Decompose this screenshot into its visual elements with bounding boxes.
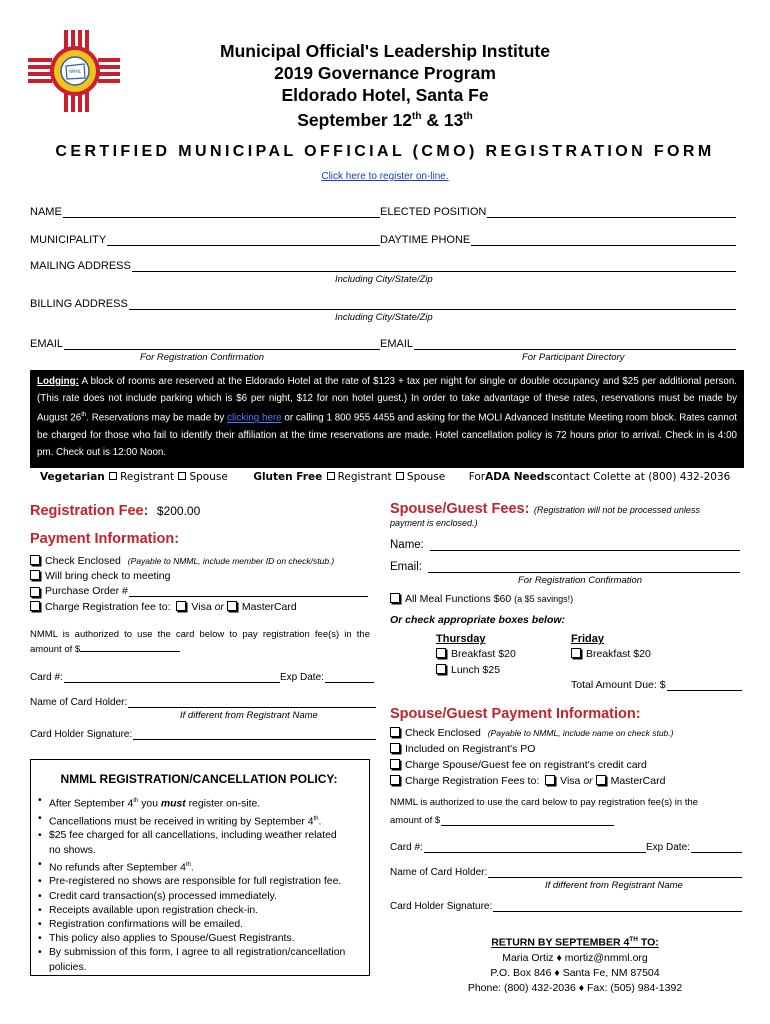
- policy-item: • This policy also applies to Spouse/Guest Registrants.: [37, 932, 361, 946]
- check-enclosed-option[interactable]: Check Enclosed (Payable to NMML, include member ID on check/stub.): [30, 555, 334, 567]
- billing-address-field[interactable]: BILLING ADDRESS: [30, 298, 736, 310]
- thursday-lunch-option[interactable]: Lunch $25: [436, 664, 500, 676]
- spouse-payment-heading: Spouse/Guest Payment Information:: [390, 706, 641, 722]
- visa-checkbox[interactable]: [176, 601, 186, 611]
- return-address-block: [440, 932, 710, 996]
- spouse-amount-field[interactable]: amount of $: [390, 815, 614, 826]
- form-title: CERTIFIED MUNICIPAL OFFICIAL (CMO) REGISTRATION FORM: [55, 143, 715, 160]
- exp-date-field[interactable]: Exp Date:: [280, 672, 374, 683]
- venue: Eldorado Hotel, Santa Fe: [281, 85, 489, 105]
- spouse-check-enclosed-option[interactable]: Check Enclosed (Payable to NMML, include name on check stub.): [390, 727, 673, 739]
- spouse-mastercard-checkbox[interactable]: [596, 775, 606, 785]
- spouse-card-number-field[interactable]: Card #:: [390, 842, 646, 853]
- return-heading: RETURN BY SEPTEMBER 4TH TO:: [491, 936, 659, 949]
- spouse-charge-fees-checkbox[interactable]: [390, 775, 400, 785]
- charge-fee-option[interactable]: Charge Registration fee to: Visa or MasterCard: [30, 601, 297, 613]
- event-dates: September 12th & 13th: [297, 109, 473, 130]
- billing-address-note: Including City/State/Zip: [335, 312, 433, 323]
- name-field[interactable]: NAME: [30, 206, 380, 218]
- return-phone-line: Phone: (800) 432-2036 ♦ Fax: (505) 984-1392: [467, 981, 683, 994]
- policy-item: • No refunds after September 4th.: [37, 858, 361, 876]
- friday-heading: Friday: [571, 633, 605, 645]
- cancellation-policy-box: [30, 759, 370, 976]
- thursday-breakfast-option[interactable]: Breakfast $20: [436, 648, 516, 660]
- email-directory-field[interactable]: EMAIL: [380, 338, 736, 350]
- email-registration-field[interactable]: EMAIL: [30, 338, 380, 350]
- vegetarian-spouse-checkbox[interactable]: [178, 472, 186, 480]
- email-registration-note: For Registration Confirmation: [140, 352, 265, 363]
- institute-title: Municipal Official's Leadership Institute: [220, 41, 550, 61]
- spouse-card-holder-signature-field[interactable]: Card Holder Signature:: [390, 901, 742, 912]
- payment-heading: Payment Information:: [30, 531, 180, 547]
- mastercard-checkbox[interactable]: [227, 601, 237, 611]
- gluten-free-registrant-checkbox[interactable]: [327, 472, 335, 480]
- spouse-fees-heading: Spouse/Guest Fees: (Registration will not be processed unless: [390, 501, 700, 517]
- spouse-card-holder-name-field[interactable]: Name of Card Holder:: [390, 867, 742, 878]
- bring-check-checkbox[interactable]: [30, 570, 40, 580]
- included-po-checkbox[interactable]: [390, 743, 400, 753]
- spouse-visa-checkbox[interactable]: [545, 775, 555, 785]
- register-online-link[interactable]: Click here to register on-line.: [321, 171, 449, 182]
- bring-check-option[interactable]: Will bring check to meeting: [30, 570, 170, 582]
- friday-breakfast-checkbox[interactable]: [571, 648, 581, 658]
- vegetarian-registrant-checkbox[interactable]: [109, 472, 117, 480]
- card-holder-note: If different from Registrant Name: [180, 710, 318, 721]
- return-contact-line: Maria Ortiz ♦ mortiz@nmml.org: [502, 951, 648, 964]
- program-title: 2019 Governance Program: [274, 63, 496, 83]
- total-amount-field[interactable]: Total Amount Due: $: [571, 679, 742, 691]
- event-header: [140, 40, 630, 131]
- return-address-line: P.O. Box 846 ♦ Santa Fe, NM 87504: [490, 966, 660, 979]
- lodging-booking-link[interactable]: clicking here: [227, 412, 282, 424]
- spouse-name-field[interactable]: Name:: [390, 539, 740, 551]
- policy-item: • Receipts available upon registration check-in.: [37, 904, 361, 918]
- elected-position-field[interactable]: ELECTED POSITION: [380, 206, 736, 218]
- policy-item: • Pre-registered no shows are responsible for full registration fee.: [37, 875, 361, 889]
- or-check-boxes-label: Or check appropriate boxes below:: [390, 614, 566, 626]
- charge-spouse-option[interactable]: Charge Spouse/Guest fee on registrant's credit card: [390, 759, 647, 771]
- spouse-charge-fees-option[interactable]: Charge Registration Fees to: Visa or MasterCard: [390, 775, 665, 787]
- spouse-card-authorization: NMML is authorized to use the card below to pay registration fee(s) in the: [390, 797, 699, 808]
- ada-contact: ForADA Needscontact Colette at (800) 432-2036: [468, 471, 731, 483]
- dietary-options-row: Vegetarian Registrant Spouse Gluten Free Registrant Spouse ForADA Needscontact Colette at (800) 432-2036: [40, 471, 731, 483]
- card-authorization: NMML is authorized to use the card below to pay registration fee(s) in the amount of $: [30, 629, 370, 655]
- card-number-field[interactable]: Card #:: [30, 672, 280, 683]
- policy-heading: NMML REGISTRATION/CANCELLATION POLICY:: [60, 772, 338, 786]
- spouse-exp-date-field[interactable]: Exp Date:: [646, 842, 742, 853]
- daytime-phone-field[interactable]: DAYTIME PHONE: [380, 234, 736, 246]
- policy-item: • $25 fee charged for all cancellations, including weather related no shows.: [37, 829, 361, 857]
- policy-item: • Registration confirmations will be emailed.: [37, 918, 361, 932]
- all-meals-option[interactable]: All Meal Functions $60 (a $5 savings!): [390, 593, 573, 605]
- charge-fee-checkbox[interactable]: [30, 601, 40, 611]
- card-holder-signature-field[interactable]: Card Holder Signature:: [30, 729, 376, 740]
- spouse-email-field[interactable]: Email:: [390, 561, 740, 573]
- purchase-order-checkbox[interactable]: [30, 587, 40, 597]
- spouse-card-holder-note: If different from Registrant Name: [545, 880, 683, 891]
- policy-item: • By submission of this form, I agree to all registration/cancellation policies.: [37, 946, 361, 974]
- policy-item: • After September 4th you must register on-site.: [37, 794, 361, 812]
- mailing-address-note: Including City/State/Zip: [335, 274, 433, 285]
- mailing-address-field[interactable]: MAILING ADDRESS: [30, 260, 736, 272]
- municipality-field[interactable]: MUNICIPALITY: [30, 234, 380, 246]
- spouse-fees-note: payment is enclosed.): [390, 518, 478, 528]
- charge-spouse-checkbox[interactable]: [390, 759, 400, 769]
- included-po-option[interactable]: Included on Registrant's PO: [390, 743, 535, 755]
- svg-text:NMML: NMML: [68, 69, 82, 74]
- friday-breakfast-option[interactable]: Breakfast $20: [571, 648, 651, 660]
- gluten-free-spouse-checkbox[interactable]: [396, 472, 404, 480]
- thursday-lunch-checkbox[interactable]: [436, 664, 446, 674]
- thursday-breakfast-checkbox[interactable]: [436, 648, 446, 658]
- all-meals-checkbox[interactable]: [390, 593, 400, 603]
- lodging-info-box: Lodging: A block of rooms are reserved at the Eldorado Hotel at the rate of $123 + tax per night for single or double occupancy and $25 per additional person. (This rate does not include parking which is $6 per night, $12 for non hotel guest.) In order to take advantage of these rates, reservations must be made by August 26th. Reservations may be made by clicking here or calling 1 800 955 4455 and asking for the MOLI Advanced Institute Meeting room block. Rates cannot be charged for those who fail to identify their affiliation at the time reservations are made. Hotel cancellation policy is 72 hours prior to arrival. Check in is 4:00 pm. Check out is 12:00 Noon.: [30, 370, 744, 468]
- email-directory-note: For Participant Directory: [522, 352, 625, 363]
- purchase-order-option[interactable]: Purchase Order #: [30, 585, 368, 597]
- thursday-heading: Thursday: [436, 633, 486, 645]
- nmml-zia-logo: [28, 30, 120, 112]
- policy-item: • Credit card transaction(s) processed immediately.: [37, 890, 361, 904]
- amount-field[interactable]: [80, 643, 180, 652]
- registration-fee: Registration Fee: $200.00: [30, 503, 201, 519]
- card-holder-name-field[interactable]: Name of Card Holder:: [30, 697, 376, 708]
- policy-item: • Cancellations must be received in writing by September 4th.: [37, 812, 361, 830]
- spouse-email-note: For Registration Confirmation: [518, 575, 643, 586]
- check-enclosed-checkbox[interactable]: [30, 555, 40, 565]
- spouse-check-enclosed-checkbox[interactable]: [390, 727, 400, 737]
